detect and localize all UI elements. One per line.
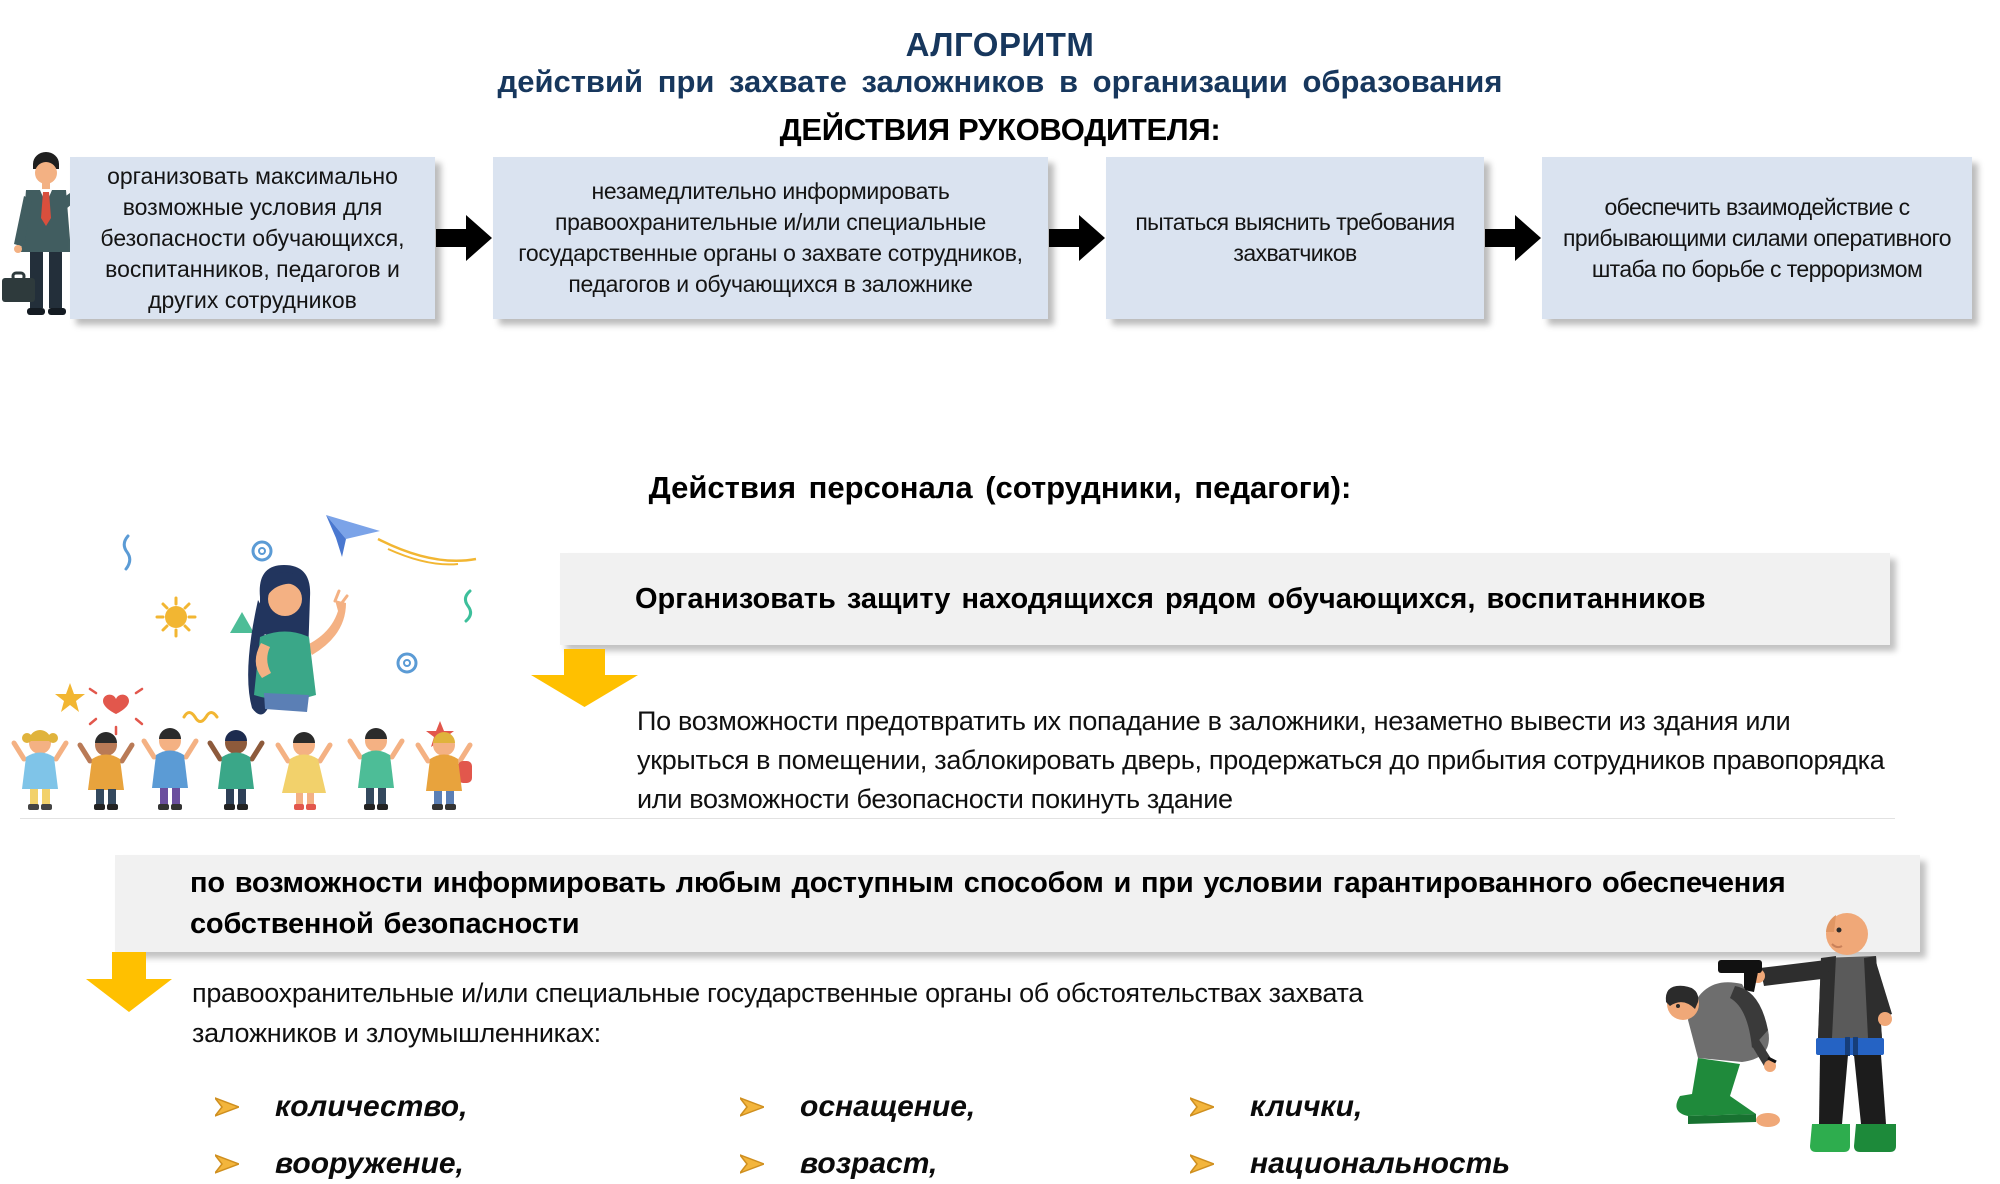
inform-instruction-label: по возможности информировать любым доступным способом и при условии гарантированного обеспечения собственной безопасности — [190, 866, 1786, 940]
leader-step-text-2: незамедлительно информировать правоохранительные и/или специальные государственные органы о захвате сотрудников, педагогов и обучающихся в заложнике — [518, 178, 1023, 297]
down-arrow-icon — [86, 952, 172, 1012]
bullet-arrow-icon — [1190, 1153, 1214, 1175]
inform-note-text: правоохранительные и/или специальные государственные органы об обстоятельствах захвата заложников и злоумышленниках: — [192, 978, 1364, 1048]
detail-label: оснащение, — [800, 1089, 976, 1123]
page-title: АЛГОРИТМ — [905, 26, 1095, 63]
protect-instruction-label: Организовать защиту находящихся рядом обучающихся, воспитанников — [635, 582, 1706, 615]
detail-label: национальность — [1250, 1146, 1511, 1180]
leader-step-text-4: обеспечить взаимодействие с прибывающими силами оперативного штаба по борьбе с терроризмом — [1563, 193, 1951, 282]
flow-arrow-icon — [1048, 157, 1106, 319]
bullet-arrow-icon — [215, 1096, 239, 1118]
flow-arrow-icon — [435, 157, 493, 319]
leader-section-heading: ДЕЙСТВИЯ РУКОВОДИТЕЛЯ: — [779, 112, 1221, 147]
leader-step-box-3 — [1106, 157, 1484, 319]
detail-item-quantity — [215, 1078, 740, 1135]
detail-item-equipment — [740, 1078, 1190, 1135]
detail-label: клички, — [1250, 1089, 1363, 1123]
bullet-arrow-icon — [740, 1096, 764, 1118]
protect-instruction-box — [560, 553, 1890, 645]
detail-label: количество, — [275, 1089, 468, 1123]
bullet-arrow-icon — [215, 1153, 239, 1175]
hostage-scene-illustration — [1640, 898, 1940, 1158]
leader-step-box-4 — [1542, 157, 1972, 319]
teacher-children-icon — [8, 505, 560, 811]
leader-step-box-2 — [493, 157, 1048, 319]
staff-section-heading: Действия персонала (сотрудники, педагоги): — [648, 470, 1352, 505]
protect-note-text: По возможности предотвратить их попадание в заложники, незаметно вывести из здания или укрыться в помещении, заблокировать дверь, продержаться до прибытия сотрудников правопорядка или возможности безопасности покинуть здание — [637, 706, 1885, 814]
detail-label: вооружение, — [275, 1146, 464, 1180]
leader-step-text-3: пытаться выяснить требования захватчиков — [1135, 209, 1455, 266]
down-arrow-icon — [531, 649, 638, 707]
leader-step-box-1 — [70, 157, 435, 319]
leader-step-text-1: организовать максимально возможные условия для безопасности обучающихся, воспитанников, педагогов и других сотрудников — [100, 162, 405, 313]
detail-label: возраст, — [800, 1146, 938, 1180]
hostage-scene-icon — [1640, 898, 1940, 1158]
teacher-children-illustration — [8, 505, 560, 811]
detail-item-nationality — [1190, 1135, 1710, 1184]
bullet-arrow-icon — [740, 1153, 764, 1175]
attacker-details-list — [215, 1078, 1710, 1184]
flow-arrow-icon — [1484, 157, 1542, 319]
page-subtitle: действий при захвате заложников в организации образования — [497, 64, 1503, 99]
section-divider — [20, 818, 1895, 819]
detail-item-nicknames — [1190, 1078, 1710, 1135]
leader-steps-row — [70, 157, 1972, 319]
bullet-arrow-icon — [1190, 1096, 1214, 1118]
detail-item-weapons — [215, 1135, 740, 1184]
detail-item-age — [740, 1135, 1190, 1184]
